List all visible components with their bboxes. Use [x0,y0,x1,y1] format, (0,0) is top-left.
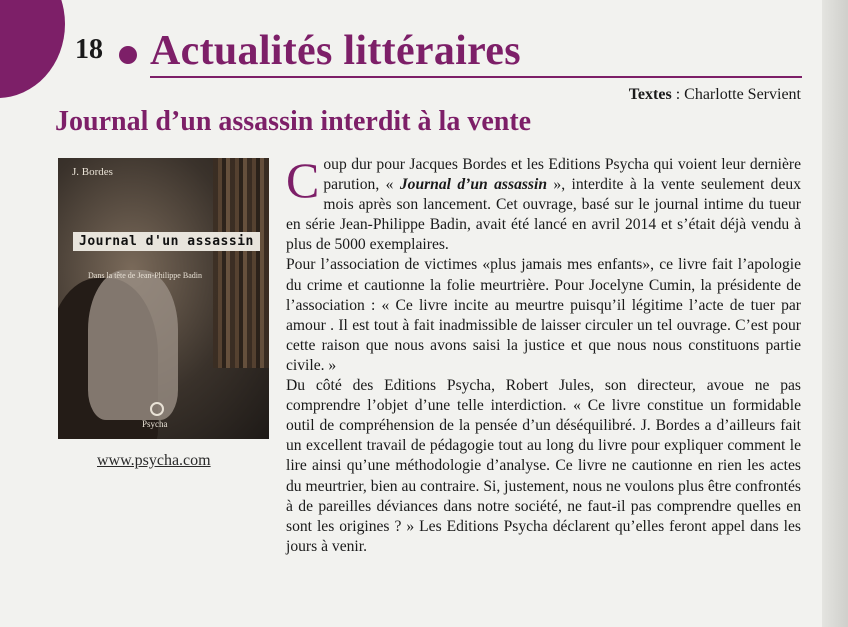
page-number: 18 [75,34,103,65]
paragraph-1-text-end: », interdite à la vente seulement deux mois après son lancement. Cet ouvrage, basé sur le journal intime du tueur en série Jean-Philippe Badin, avait été lancé en avril 2014 et s’était déjà vendu à plus de 5000 exemplaires. [286,176,801,254]
cover-title: Journal d'un assassin [73,232,260,251]
title-divider [150,76,802,78]
byline-separator: : [671,86,685,103]
section-title: Actualités littéraires [150,28,521,74]
drop-cap: C [286,152,320,208]
article-body [286,152,801,557]
publisher-website-link[interactable]: www.psycha.com [97,452,211,469]
article-paragraph-1 [286,152,801,255]
byline-author: Charlotte Servient [684,86,801,103]
corner-decoration [0,0,65,98]
paragraph-1-text-start: oup dur pour Jacques Bordes et les Editions Psycha qui voient leur dernière parution, « [323,156,801,194]
page-edge-shadow [822,0,848,627]
article-paragraph-3: Du côté des Editions Psycha, Robert Jules, son directeur, avoue ne pas comprendre l’objet d’une telle interdiction. « Ce livre constitue un formidable outil de compréhension de la pensée d’un déséquilibré. J. Bordes a d’ailleurs fait un excellent travail de pédagogie tout au long du livre pour expliquer comment le lire ainsi qu’une méthodologie d’analyse. Ce livre ne cautionne en rien les actes du meurtrier, bien au contraire. Si, justement, nous ne voulons plus être confrontés à de pareilles déviances dans notre société, ne faut-il pas comprendre quelles en sont les origines ? » Les Editions Psycha déclarent qu’elles feront appel dans les jours à venir. [286,377,801,555]
cover-author: J. Bordes [72,166,113,178]
byline-label: Textes [628,86,672,103]
byline [629,86,801,104]
cover-subtitle: Dans la tête de Jean-Philippe Badin [88,271,202,280]
book-title-inline: Journal d’un assassin [399,176,548,194]
book-cover-image [58,158,269,439]
publisher-logo-icon [150,402,164,416]
article-paragraph-2: Pour l’association de victimes «plus jamais mes enfants», ce livre fait l’apologie du crime et cautionne la folie meurtrière. Pour Jocelyne Cumin, la présidente de l’association : « Ce livre incite au meurtre puisqu’il légitime l’acte de tuer par amour . Il est tout à fait inadmissible de laisser circuler un tel ouvrage. C’est pour cette raison que nous avons saisi la justice et que nous nous constituons partie civile. » [286,256,801,374]
cover-publisher: Psycha [142,419,168,429]
cover-seated-figure [88,270,178,420]
bullet-dot-icon [119,46,137,64]
cover-bookshelf [213,158,269,368]
article-headline: Journal d’un assassin interdit à la vente [55,106,532,137]
